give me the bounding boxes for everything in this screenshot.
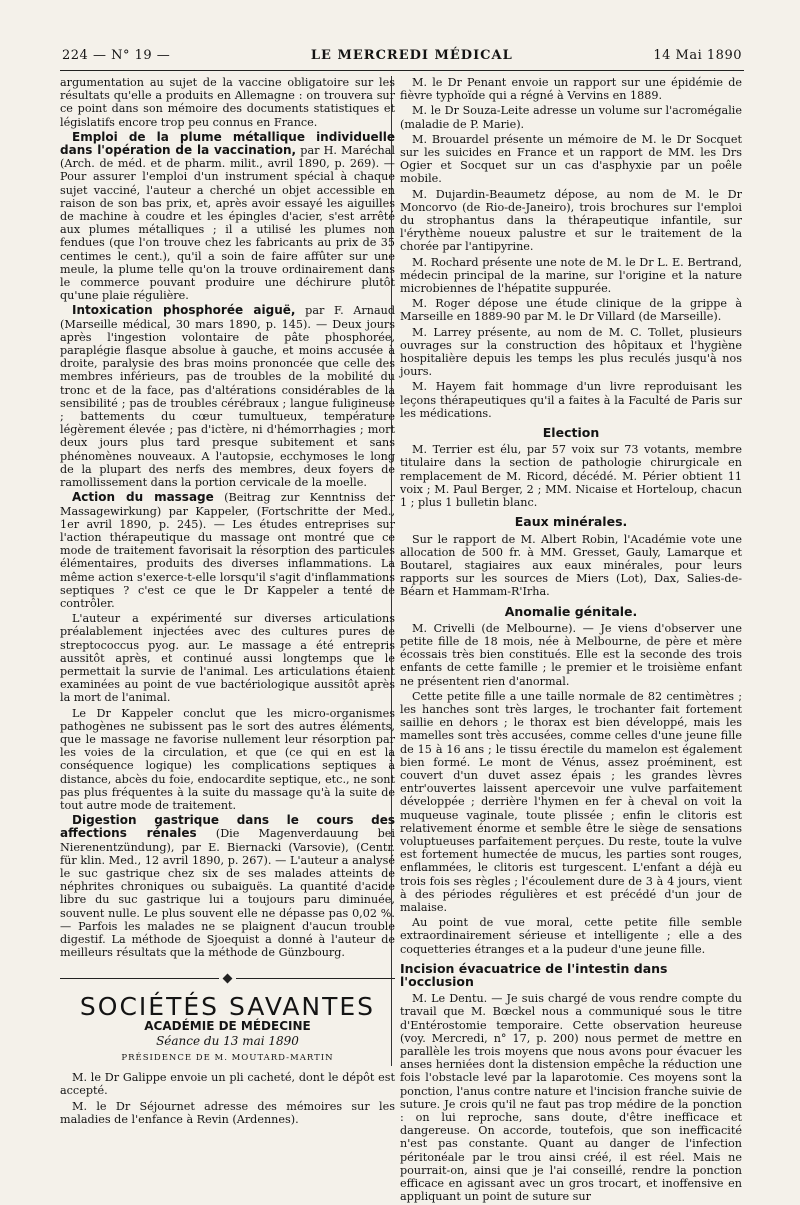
diamond-ornament-icon	[223, 974, 233, 984]
roger-item: M. Roger dépose une étude clinique de la grippe à Marseille en 1889-90 par M. le Dr Villard (de Marseille).	[400, 297, 742, 324]
galippe-item: M. le Dr Galippe envoie un pli cacheté, dont le dépôt est accepté.	[60, 1071, 395, 1098]
anomalie-paragraph-1: M. Crivelli (de Melbourne). — Je viens d'observer une petite fille de 18 mois, née à Melbourne, de père et mère écossais très bien constitués. Elle est la seconde des trois enfants de cette famille ; le premier et le troisième enfant ne présentent rien d'anormal.	[400, 621, 742, 688]
plume-article	[60, 131, 395, 303]
election-heading: Election	[542, 425, 600, 441]
intox-body: par F. Arnaud (Marseille médical, 30 mars 1890, p. 145). — Deux jours après l'ingestion volontaire de pâte phosphorée, paraplégie flasque absolue à gauche, et moins accusée à droite, paralysie des bras moins prononcée que celle des membres inférieurs, pas de troubles de la mobilité du tronc et de la face, pas d'altérations considérables de la sensibilité ; pas de troubles cérébraux ; langue fuligineuse ; battements du cœur tumultueux, température légèrement élevée ; pas d'ictère, ni d'hémorrhagies ; mort deux jours plus tard presque subitement et sans phénomènes nouveaux. A l'autopsie, ecchymoses le long de la plupart des nerfs des membres, deux foyers de ramollissement dans la portion cervicale de la moelle.	[60, 304, 395, 490]
sejournet-item: M. le Dr Séjournet adresse des mémoires sur les maladies de l'enfance à Revin (Ardennes).	[60, 1099, 395, 1126]
incision-body: M. Le Dentu. — Je suis chargé de vous rendre compte du travail que M. Bœckel nous a communiqué sous le titre d'Entérostomie temporaire. Cette observation heureuse (voy. Mercredi, n° 17, p. 200) nous permet de mettre en parallèle les trois moyens que nous avons pour évacuer les anses herniées dont la distension empêche la réduction une fois l'obstacle levé par la laparotomie. Ces moyens sont la ponction, l'anus contre nature et l'incision franche suivie de suture. Je crois qu'il ne faut pas trop médire de la ponction : on lui reproche, sans doute, d'être inefficace et dangereuse. On accorde, toutefois, que son inefficacité n'est pas constante. Quant au danger de l'infection péritonéale par le trou ainsi créé, il est réel. Mais ne pourrait-on, ainsi que je l'ai conseillé, rendre la ponction efficace en agissant avec un gros trocart, et inoffensive en appliquant un point de suture sur	[400, 992, 742, 1204]
massage-paragraph-3: Le Dr Kappeler conclut que les micro-organismes pathogènes ne subissent pas le sort des autres éléments, que le massage ne favorise nullement leur résorption par les voies de la circulation, et que (ce qui en est la conséquence logique) les complications septiques à distance, abcès du foie, endocardite septique, etc., ne sont pas plus fréquentes à la suite du massage qu'à la suite de tout autre mode de traitement.	[60, 706, 395, 812]
penant-item: M. le Dr Penant envoie un rapport sur une épidémie de fièvre typhoïde qui a régné à Vervins en 1889.	[400, 76, 742, 103]
issue-date: 14 Mai 1890	[653, 48, 742, 63]
anomalie-paragraph-2: Cette petite fille a une taille normale de 82 centimètres ; les hanches sont très larges, le trochanter fait fortement saillie en dehors ; le thorax est bien développé, mais les mamelles sont très accusées, comme celles d'une jeune fille de 15 à 16 ans ; le tissu érectile du mamelon est également bien formé. Le mont de Vénus, assez proéminent, est couvert d'un duvet assez épais ; les grandes lèvres entr'ouvertes laissent apercevoir une vulve parfaitement développée ; derrière l'hymen en fer à cheval on voit la muqueuse vaginale, toute plissée ; enfin le clitoris est relativement énorme et semble être le siège de sensations voluptueuses parfaitement perçues. Du reste, toute la vulve est fortement humectée de mucus, les parties sont rouges, enflammées, le clitoris est turgescent. L'enfant a déjà eu trois fois ses règles ; l'écoulement dure de 3 à 4 jours, vient à des périodes régulières et est précédé d'un jour de malaise.	[400, 689, 742, 914]
incision-heading: Incision évacuatrice de l'intestin dans l'occlusion	[400, 960, 668, 989]
larrey-item: M. Larrey présente, au nom de M. C. Tollet, plusieurs ouvrages sur la construction des hôpitaux et l'hygiène hospitalière depuis les temps les plus reculés jusqu'à nos jours.	[400, 325, 742, 379]
header-rule	[60, 70, 744, 71]
souza-item: M. le Dr Souza-Leite adresse un volume sur l'acromégalie (maladie de P. Marie).	[400, 104, 742, 131]
digest-heading: Digestion gastrique dans le cours des affections rénales	[60, 813, 395, 841]
page-number: 224 — N° 19 —	[62, 48, 171, 63]
massage-paragraph-2: L'auteur a expérimenté sur diverses articulations préalablement injectées avec des cultures pures de streptococcus pyog. aur. Le massage a été entrepris aussitôt après, et continué aussi longtemps que le permettait la survie de l'animal. Les articulations étaient examinées au point de vue bactériologique aussitôt après la mort de l'animal.	[60, 612, 395, 705]
eaux-heading: Eaux minérales.	[514, 514, 628, 530]
anomalie-paragraph-3: Au point de vue moral, cette petite fille semble extraordinairement sérieuse et intelligente ; elle a des coquetteries étranges et a la pudeur d'une jeune fille.	[400, 916, 742, 956]
hayem-item: M. Hayem fait hommage d'un livre reproduisant les leçons thérapeutiques qu'il a faites à la Faculté de Paris sur les médications.	[400, 380, 742, 420]
intox-article	[60, 304, 395, 489]
page-header	[62, 48, 742, 68]
digest-article	[60, 814, 395, 959]
intro-paragraph: argumentation au sujet de la vaccine obligatoire sur les résultats qu'elle a produits en Allemagne : on trouvera sur ce point dans son mémoire des documents statistiques et législatifs encore trop peu connus en France.	[60, 76, 395, 129]
digest-body: (Die Magenverdauung bei Nierenentzündung), par E. Biernacki (Varsovie), (Centr. für klin. Med., 12 avril 1890, p. 267). — L'auteur a analysé le suc gastrique chez six de ses malades atteints de néphrites chroniques ou subaiguës. La quantité d'acide libre du suc gastrique lui a toujours paru diminuée, souvent nulle. Le plus souvent elle ne dépasse pas 0,02 %. — Parfois les malades ne se plaignent d'aucun trouble digestif. La méthode de Sjoequist a donné à l'auteur de meilleurs résultats que la méthode de Günzbourg.	[60, 827, 396, 960]
rochard-item: M. Rochard présente une note de M. le Dr L. E. Bertrand, médecin principal de la marine, sur l'origine et la nature microbiennes de l'hépatite suppurée.	[400, 255, 742, 296]
presidence-line: PRÉSIDENCE DE M. MOUTARD-MARTIN	[121, 1053, 334, 1064]
intox-heading: Intoxication phosphorée aiguë,	[72, 303, 296, 318]
massage-heading: Action du massage	[72, 490, 214, 505]
eaux-body: Sur le rapport de M. Albert Robin, l'Académie vote une allocation de 500 fr. à MM. Gresset, Gauly, Lamarque et Boutarel, stagiaires aux eaux minérales, pour leurs rapports sur les sources de Miers (Lot), Dax, Salies-de-Béarn et Hammam-R'Irha.	[400, 532, 742, 599]
dujardin-item: M. Dujardin-Beaumetz dépose, au nom de M. le Dr Moncorvo (de Rio-de-Janeiro), trois brochures sur l'emploi du strophantus dans la thérapeutique infantile, sur l'érythème noueux palustre et sur le traitement de la chorée par l'antipyrine.	[400, 187, 742, 254]
academie-heading: ACADÉMIE DE MÉDECINE	[144, 1018, 311, 1033]
right-column	[400, 76, 742, 1205]
journal-title: LE MERCREDI MÉDICAL	[310, 48, 513, 63]
section-divider	[60, 975, 395, 982]
left-column	[60, 76, 395, 1128]
societes-heading: SOCIÉTÉS SAVANTES	[79, 992, 376, 1022]
seance-date: Séance du 13 mai 1890	[156, 1033, 299, 1048]
massage-body: (Beitrag zur Kenntniss der Massagewirkung) par Kappeler, (Fortschritte der Med., 1er avril 1890, p. 245). — Les études entreprises sur l'action thérapeutique du massage ont montré que ce mode de traitement favorisait la résorption des particules élémentaires, produits des diverses inflammations. La même action s'exerce-t-elle lorsqu'il s'agit d'inflammations septiques ? c'est ce que le Dr Kappeler a tenté de contrôler.	[60, 491, 395, 610]
anomalie-heading: Anomalie génitale.	[504, 603, 638, 619]
brouardel-item: M. Brouardel présente un mémoire de M. le Dr Socquet sur les suicides en France et un rapport de MM. les Drs Ogier et Socquet sur un cas d'asphyxie par un poêle mobile.	[400, 132, 742, 186]
election-body: M. Terrier est élu, par 57 voix sur 73 votants, membre titulaire dans la section de pathologie chirurgicale en remplacement de M. Ricord, décédé. M. Périer obtient 11 voix ; M. Paul Berger, 2 ; MM. Nicaise et Horteloup, chacun 1 ; plus 1 bulletin blanc.	[400, 443, 742, 510]
massage-article	[60, 491, 395, 610]
plume-body: par H. Maréchal (Arch. de méd. et de pharm. milit., avril 1890, p. 269). — Pour assurer l'emploi d'un instrument spécial à chaque sujet vacciné, l'auteur a cherché un objet accessible en raison de son bas prix, et, après avoir essayé les aiguilles de machine à coudre et les épingles d'acier, s'est arrêté aux plumes métalliques ; il a utilisé les plumes non fendues (que l'on trouve chez les fabricants au prix de 35 centimes le cent.), qu'il a soin de faire affûter sur une meule, la plume telle qu'on la trouve ordinairement dans le commerce pouvant produire une déchirure plutôt qu'une plaie régulière.	[60, 144, 395, 303]
plume-heading: Emploi de la plume métallique individuelle dans l'opération de la vaccination,	[60, 129, 395, 158]
